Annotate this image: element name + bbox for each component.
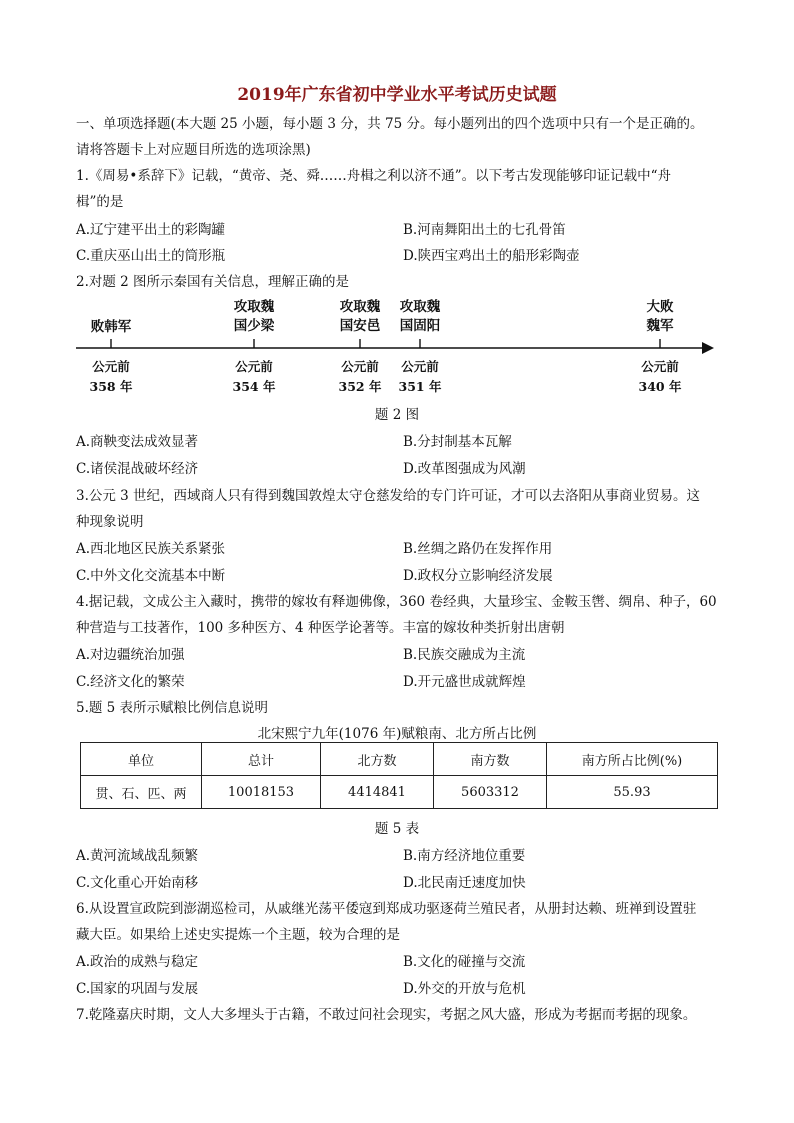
timeline-event-3-date: 公元前 352 年 (338, 359, 382, 394)
q2-option-b: B.分封制基本瓦解 (403, 434, 512, 450)
q3-option-d: D.政权分立影响经济发展 (403, 568, 553, 584)
q5-table-caption: 题 5 表 (374, 821, 420, 837)
q3-option-c: C.中外文化交流基本中断 (76, 568, 226, 584)
exam-title: 2019年广东省初中学业水平考试历史试题 (237, 85, 557, 105)
q3-stem-line-2: 种现象说明 (76, 514, 144, 530)
timeline-event-2-label: 攻取魏 国少梁 (233, 299, 275, 334)
q2-stem: 2.对题 2 图所示秦国有关信息，理解正确的是 (76, 274, 350, 290)
timeline-event-5-date: 公元前 340 年 (638, 359, 682, 394)
q2-option-a: A.商鞅变法成效显著 (76, 434, 199, 450)
section-intro-line-2: 请将答题卡上对应题目所选的选项涂黑) (76, 142, 311, 158)
timeline-event-3-label: 攻取魏 国安邑 (339, 299, 381, 334)
q2-option-d: D.改革图强成为风潮 (403, 461, 526, 477)
q4-stem-line-2: 种营造与工技著作，100 多种医方、4 种医学论著等。丰富的嫁妆种类折射出唐朝 (76, 620, 565, 636)
q4-option-d: D.开元盛世成就辉煌 (403, 674, 526, 690)
q5-tax-table (80, 742, 718, 809)
table-header-cell: 南方数 (434, 743, 547, 776)
q6-option-b: B.文化的碰撞与交流 (403, 954, 526, 970)
q1-stem-line-2: 楫”的是 (76, 194, 124, 210)
timeline-event-4-label: 攻取魏 国固阳 (399, 299, 441, 334)
q6-stem-line-1: 6.从设置宣政院到澎湖巡检司，从戚继光荡平倭寇到郑成功驱逐荷兰殖民者，从册封达赖、班禅到设置驻 (76, 901, 697, 917)
q3-option-b: B.丝绸之路仍在发挥作用 (403, 541, 553, 557)
q4-option-b: B.民族交融成为主流 (403, 647, 526, 663)
table-header-cell: 总计 (202, 743, 321, 776)
q4-option-c: C.经济文化的繁荣 (76, 674, 185, 690)
timeline-event-4-date: 公元前 351 年 (398, 359, 442, 394)
table-cell: 4414841 (321, 776, 434, 809)
table-header-row (81, 743, 718, 776)
q6-option-d: D.外交的开放与危机 (403, 981, 526, 997)
q5-option-a: A.黄河流域战乱频繁 (76, 848, 199, 864)
table-cell: 5603312 (434, 776, 547, 809)
table-row (81, 776, 718, 809)
q1-stem-line-1: 1.《周易•系辞下》记载，“黄帝、尧、舜……舟楫之利以济不通”。以下考古发现能够印证记载中“舟 (76, 168, 672, 184)
table-header-cell: 北方数 (321, 743, 434, 776)
section-intro-line-1: 一、单项选择题(本大题 25 小题，每小题 3 分，共 75 分。每小题列出的四个选项中只有一个是正确的。 (76, 116, 704, 132)
q4-option-a: A.对边疆统治加强 (76, 647, 185, 663)
q1-option-c: C.重庆巫山出土的筒形瓶 (76, 248, 226, 264)
q1-option-d: D.陕西宝鸡出土的船形彩陶壶 (403, 248, 580, 264)
q5-stem: 5.题 5 表所示赋粮比例信息说明 (76, 700, 269, 716)
timeline-event-1-date: 公元前 358 年 (89, 359, 133, 394)
table-header-cell: 单位 (81, 743, 202, 776)
q1-option-b: B.河南舞阳出土的七孔骨笛 (403, 222, 566, 238)
q2-figure-caption: 题 2 图 (374, 407, 420, 423)
timeline-event-2-date: 公元前 354 年 (232, 359, 276, 394)
q5-option-b: B.南方经济地位重要 (403, 848, 526, 864)
q7-stem: 7.乾隆嘉庆时期，文人大多埋头于古籍，不敢过问社会现实，考据之风大盛，形成为考据而考据的现象。 (76, 1007, 697, 1023)
q6-option-c: C.国家的巩固与发展 (76, 981, 199, 997)
timeline-event-1-label: 败韩军 (90, 319, 132, 335)
timeline-event-5-label: 大败 魏军 (646, 299, 674, 334)
q5-table-title: 北宋熙宁九年(1076 年)赋粮南、北方所占比例 (257, 726, 537, 742)
q1-option-a: A.辽宁建平出土的彩陶罐 (76, 222, 226, 238)
q3-option-a: A.西北地区民族关系紧张 (76, 541, 226, 557)
q5-option-d: D.北民南迁速度加快 (403, 875, 526, 891)
table-cell: 55.93 (547, 776, 718, 809)
q4-stem-line-1: 4.据记载，文成公主入藏时，携带的嫁妆有释迦佛像，360 卷经典，大量珍宝、金鞍玉辔、绸帛、种子，60 (76, 594, 717, 610)
table-header-cell: 南方所占比例(%) (547, 743, 718, 776)
q5-option-c: C.文化重心开始南移 (76, 875, 199, 891)
q3-stem-line-1: 3.公元 3 世纪，西域商人只有得到魏国敦煌太守仓慈发给的专门许可证，才可以去洛阳从事商业贸易。这 (76, 488, 701, 504)
q6-option-a: A.政治的成熟与稳定 (76, 954, 199, 970)
q6-stem-line-2: 藏大臣。如果给上述史实提炼一个主题，较为合理的是 (76, 927, 400, 943)
q2-option-c: C.诸侯混战破坏经济 (76, 461, 199, 477)
table-cell: 贯、石、匹、两 (81, 776, 202, 809)
table-cell: 10018153 (202, 776, 321, 809)
